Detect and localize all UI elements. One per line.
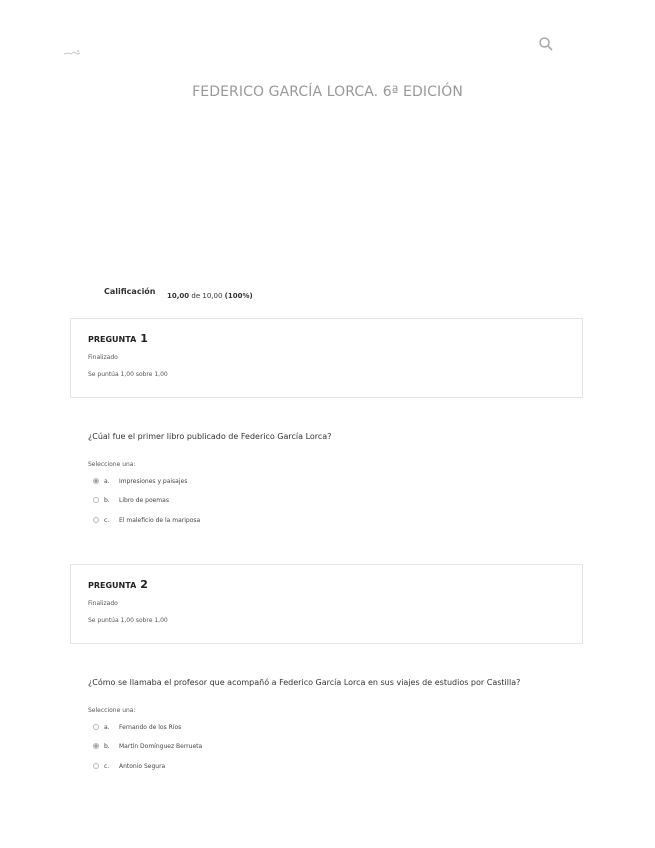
question-heading [88,578,148,591]
option-text: Fernando de los Ríos [119,723,182,731]
grade-of: de [191,292,201,300]
question-mark: Se puntúa 1,00 sobre 1,00 [88,371,168,378]
course-title[interactable]: FEDERICO GARCÍA LORCA. 6ª EDICIÓN [192,84,463,100]
question-text: ¿Cúal fue el primer libro publicado de Federico García Lorca? [88,432,332,441]
option-text: Impresiones y paisajes [119,477,188,485]
radio-button[interactable] [93,517,99,523]
question-heading [88,332,148,345]
radio-button[interactable] [93,478,99,484]
question-info-card [70,564,583,644]
option-text: Libro de poemas [119,496,169,504]
question-number: 1 [140,332,148,345]
grade-percent: (100%) [224,292,253,300]
option-letter: a. [104,723,110,731]
question-state: Finalizado [88,600,118,607]
question-text: ¿Cómo se llamaba el profesor que acompañó a Federico García Lorca en sus viajes de estudios por Castilla? [88,678,521,687]
select-prompt: Seleccione una: [88,707,136,714]
question-number: 2 [140,578,148,591]
site-logo[interactable] [62,42,82,52]
radio-button[interactable] [93,724,99,730]
grade-score: 10,00 [167,292,190,300]
radio-button[interactable] [93,743,99,749]
question-label: PREGUNTA [88,335,137,344]
option-letter: a. [104,477,110,485]
answer-option[interactable] [93,515,200,525]
grade-max: 10,00 [202,292,223,300]
select-prompt: Seleccione una: [88,461,136,468]
question-info-card [70,318,583,398]
option-letter: c. [104,762,110,770]
grade-label: Calificación [104,287,156,296]
question-label: PREGUNTA [88,581,137,590]
search-icon[interactable] [538,36,554,52]
option-text: El maleficio de la mariposa [119,516,201,524]
option-letter: b. [104,742,110,750]
option-letter: c. [104,516,110,524]
answer-option[interactable] [93,722,181,732]
answer-option[interactable] [93,476,187,486]
option-text: Antonio Segura [119,762,166,770]
answer-option[interactable] [93,495,169,505]
radio-button[interactable] [93,763,99,769]
question-mark: Se puntúa 1,00 sobre 1,00 [88,617,168,624]
grade-value [167,292,253,300]
option-text: Martín Domínguez Berrueta [119,742,203,750]
question-state: Finalizado [88,354,118,361]
answer-option[interactable] [93,761,165,771]
radio-button[interactable] [93,497,99,503]
option-letter: b. [104,496,110,504]
answer-option[interactable] [93,741,202,751]
